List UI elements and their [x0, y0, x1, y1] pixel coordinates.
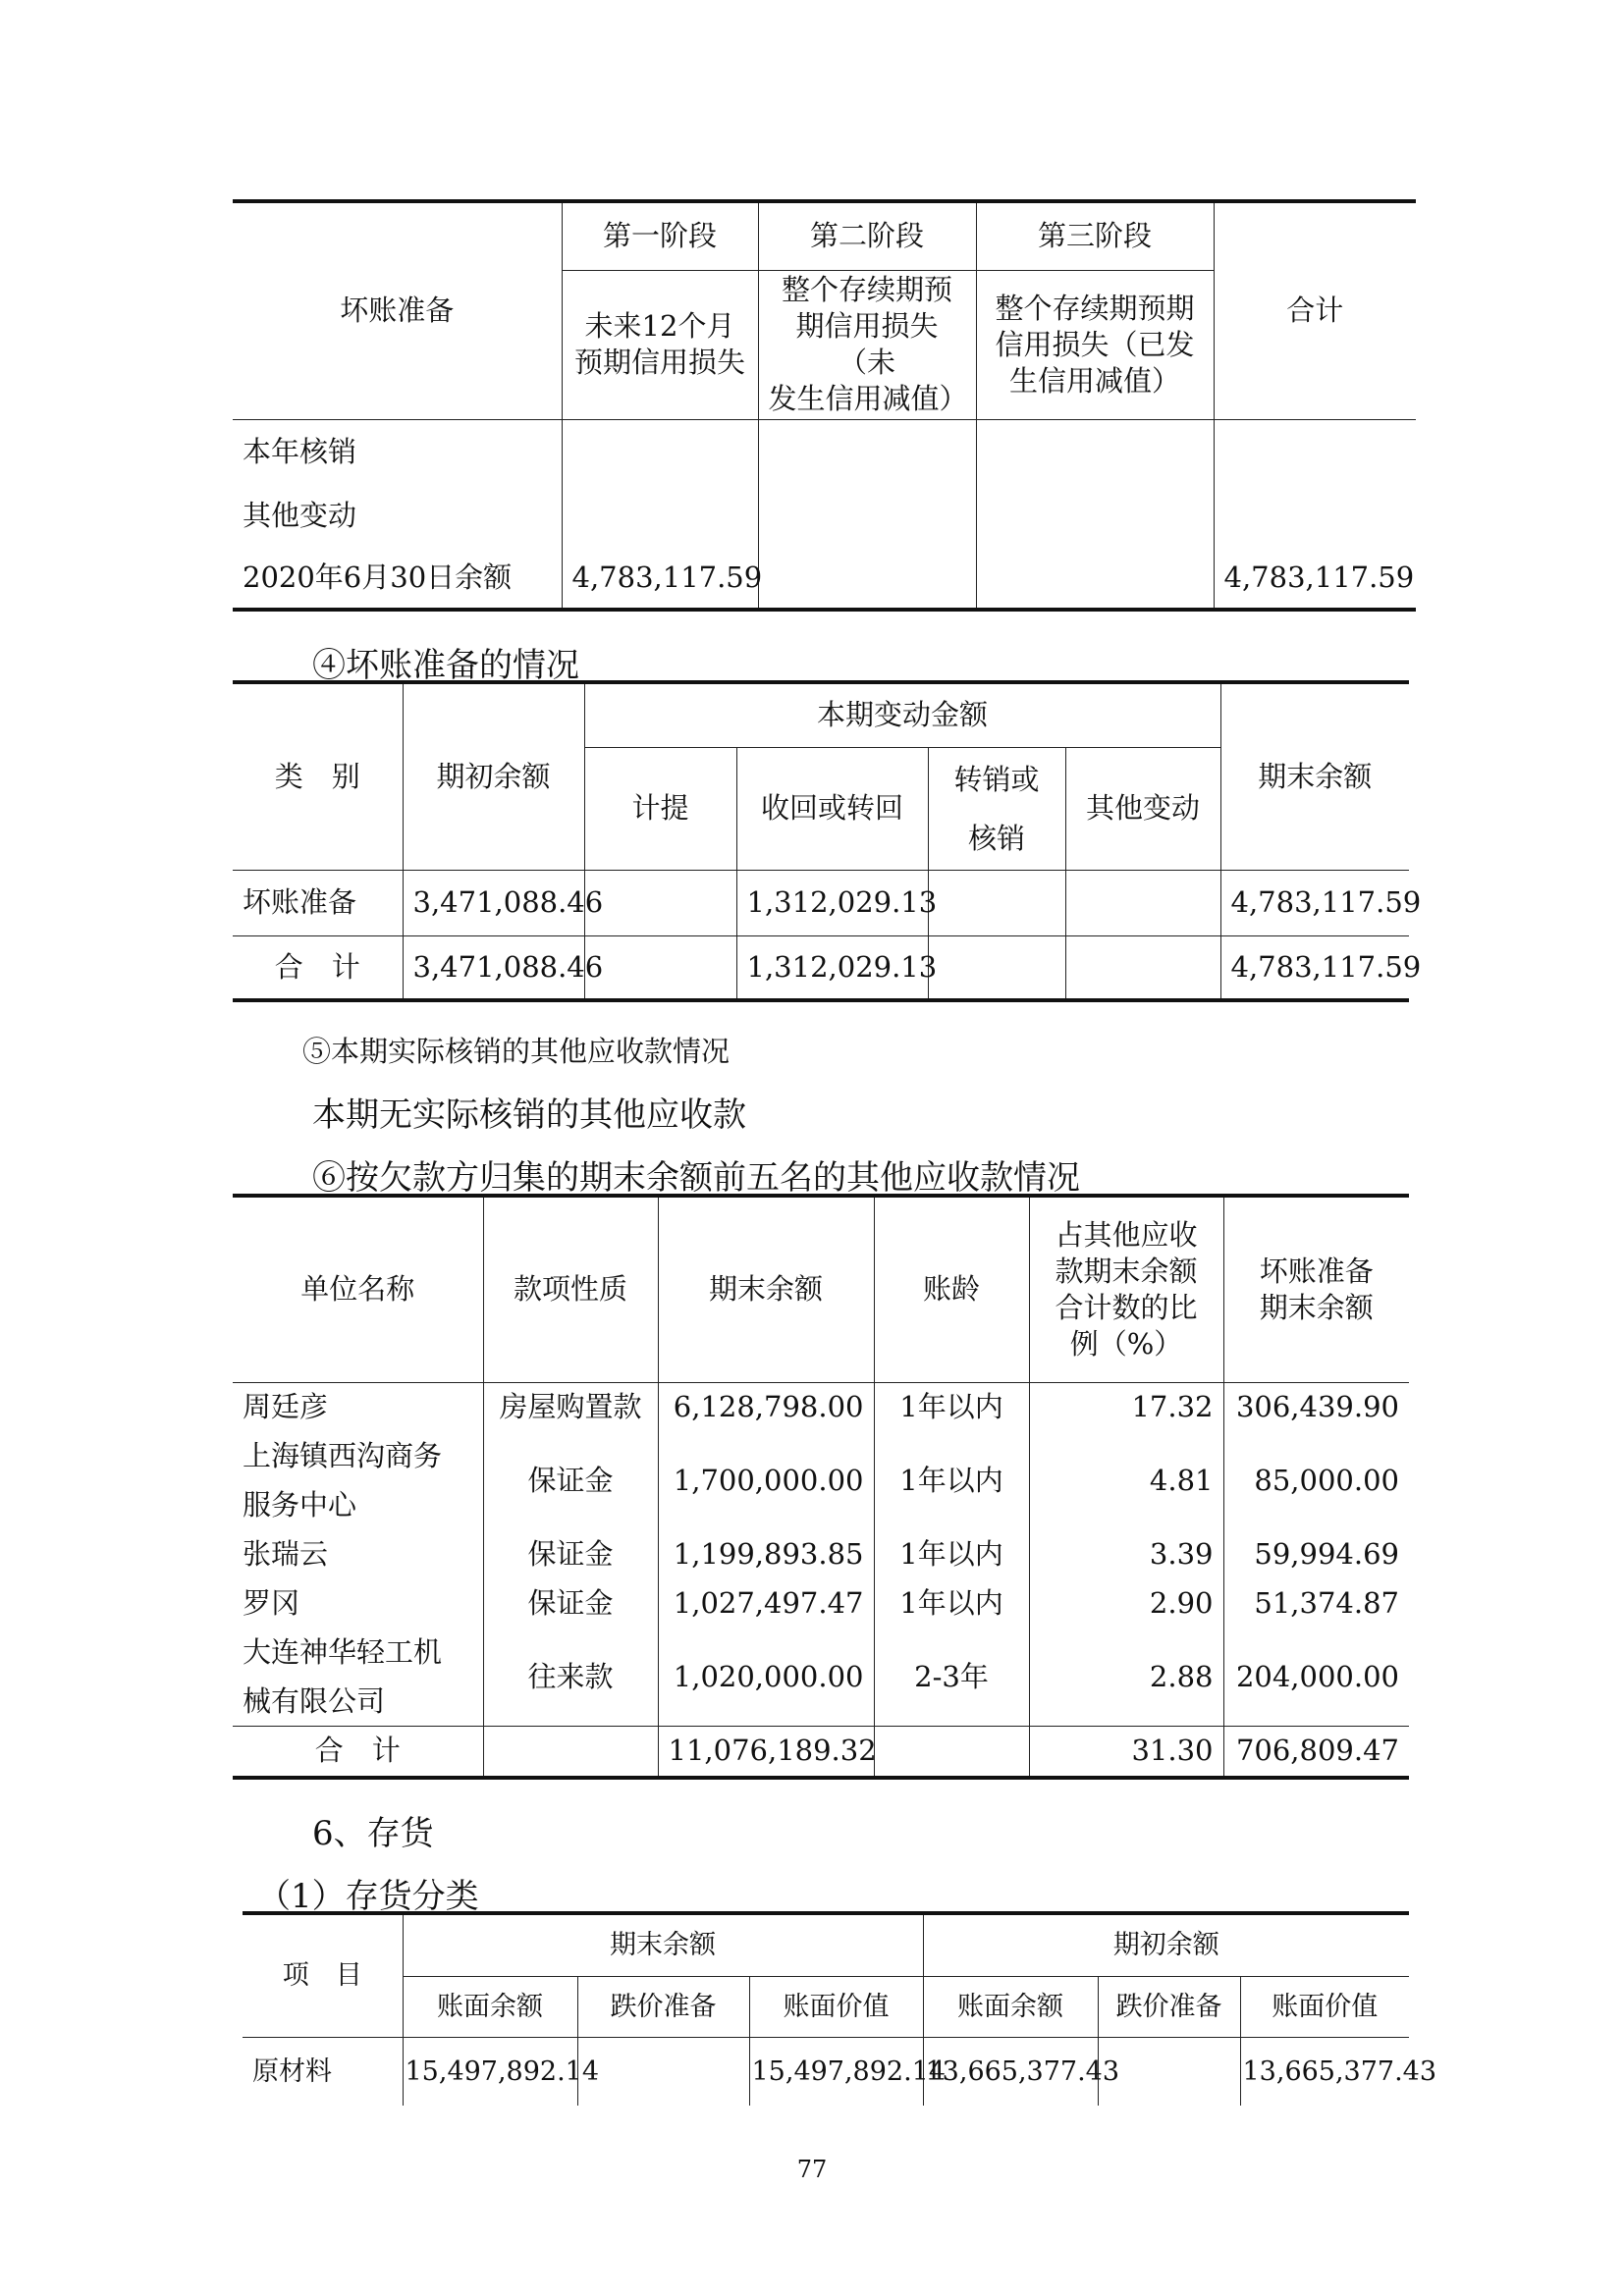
- row-ratio: 4.81: [1029, 1431, 1223, 1529]
- row-other: [1065, 870, 1220, 935]
- row-aging: 1年以内: [874, 1529, 1029, 1578]
- row-company-name: [233, 1628, 483, 1727]
- row-aging: 1年以内: [874, 1578, 1029, 1628]
- total-closing: 11,076,189.32: [658, 1727, 874, 1778]
- header-writeoff: [928, 747, 1065, 870]
- stage3-value: [976, 547, 1214, 610]
- row-provision: 306,439.90: [1223, 1382, 1409, 1431]
- row-accrual: [584, 935, 736, 1000]
- row-ratio: 2.88: [1029, 1628, 1223, 1727]
- row-closing: 4,783,117.59: [1220, 870, 1409, 935]
- total-value: 4,783,117.59: [1214, 547, 1416, 610]
- company-name-line: 上海镇西沟商务: [243, 1439, 443, 1472]
- total-value: [1214, 484, 1416, 547]
- table-row: [233, 935, 1409, 1000]
- row-nature: 保证金: [483, 1529, 658, 1578]
- header-book-balance: 账面余额: [923, 1976, 1098, 2037]
- header-bad-debt: 坏账准备: [340, 294, 455, 328]
- header-stage1-desc: [562, 270, 758, 419]
- total-ratio: 31.30: [1029, 1727, 1223, 1778]
- header-stage2-desc: [758, 270, 976, 419]
- row-closing-balance: 15,497,892.14: [403, 2037, 577, 2106]
- row-label: 其他变动: [243, 498, 357, 532]
- page-number: 77: [796, 2156, 828, 2183]
- header-accrual: 计提: [584, 747, 736, 870]
- inventory-section-title: 6、存货: [312, 1814, 434, 1853]
- header-book-value: 账面价值: [749, 1976, 923, 2037]
- writeoff-line: 转销或: [953, 762, 1040, 796]
- stage3-desc-line: 整个存续期预期: [995, 291, 1195, 325]
- row-opening: 3,471,088.46: [403, 870, 584, 935]
- row-ratio: 2.90: [1029, 1578, 1223, 1628]
- row-closing: 4,783,117.59: [1220, 935, 1409, 1000]
- table-total-row: [233, 1727, 1409, 1778]
- header-impairment: 跌价准备: [577, 1976, 749, 2037]
- row-writeoff: [928, 935, 1065, 1000]
- row-recovery: 1,312,029.13: [736, 870, 928, 935]
- row-company-name: [233, 1431, 483, 1529]
- header-company-name: 单位名称: [300, 1272, 415, 1307]
- row-ratio: 17.32: [1029, 1382, 1223, 1431]
- table-row: [233, 1382, 1409, 1431]
- inventory-table: [243, 1911, 1437, 2106]
- header-stage3-desc: [976, 270, 1214, 419]
- inventory-table-block: [243, 1911, 1437, 2106]
- row-label: 2020年6月30日余额: [243, 560, 513, 594]
- stage1-value: [562, 484, 758, 547]
- table-row: [233, 1578, 1409, 1628]
- row-nature: 房屋购置款: [483, 1382, 658, 1431]
- header-book-balance: 账面余额: [403, 1976, 577, 2037]
- header-other: 其他变动: [1065, 747, 1220, 870]
- stage3-value: [976, 484, 1214, 547]
- header-ratio: [1029, 1196, 1223, 1382]
- header-stage1: 第一阶段: [562, 201, 758, 270]
- table-row: [233, 419, 1416, 484]
- row-provision: 204,000.00: [1223, 1628, 1409, 1727]
- row-label: 本年核销: [243, 434, 357, 468]
- table-row: [243, 2037, 1409, 2106]
- row-closing: 1,027,497.47: [658, 1578, 874, 1628]
- ratio-header-line: 例（%）: [1069, 1326, 1183, 1361]
- stage1-value: 4,783,117.59: [562, 547, 758, 610]
- ratio-header-line: 款期末余额: [1055, 1254, 1198, 1288]
- top5-receivables-table-block: [233, 1194, 1409, 1780]
- table-row: [233, 1628, 1409, 1727]
- header-impairment: 跌价准备: [1098, 1976, 1240, 2037]
- stage2-value: [758, 419, 976, 484]
- row-opening-balance: 13,665,377.43: [923, 2037, 1098, 2106]
- stage3-desc-line: 生信用减值）: [1008, 363, 1180, 398]
- table-row: [233, 1529, 1409, 1578]
- header-closing-group: 期末余额: [403, 1913, 923, 1976]
- row-category: 坏账准备: [243, 885, 357, 919]
- row-closing: 1,020,000.00: [658, 1628, 874, 1727]
- header-aging: 账龄: [874, 1196, 1029, 1382]
- row-item: 原材料: [252, 2056, 332, 2087]
- section4-title: ④坏账准备的情况: [312, 646, 579, 685]
- section5-text: 本期无实际核销的其他应收款: [312, 1095, 746, 1135]
- table-row: [233, 870, 1409, 935]
- row-closing-value: 15,497,892.14: [749, 2037, 923, 2106]
- total-value: [1214, 419, 1416, 484]
- inventory-subsection-title: （1）存货分类: [257, 1877, 479, 1916]
- row-writeoff: [928, 870, 1065, 935]
- header-total: 合计: [1214, 201, 1416, 419]
- row-closing: 6,128,798.00: [658, 1382, 874, 1431]
- row-closing: 1,700,000.00: [658, 1431, 874, 1529]
- stage2-desc-line: 整个存续期预: [781, 273, 952, 306]
- stage3-value: [976, 419, 1214, 484]
- header-item: 项 目: [282, 1960, 362, 1992]
- table-row: [233, 547, 1416, 610]
- total-provision: 706,809.47: [1223, 1727, 1409, 1778]
- row-aging: 2-3年: [874, 1628, 1029, 1727]
- stage1-desc-line: 预期信用损失: [573, 346, 745, 379]
- section6-title: ⑥按欠款方归集的期末余额前五名的其他应收款情况: [312, 1158, 1080, 1198]
- row-nature: 往来款: [483, 1628, 658, 1727]
- company-name-line: 大连神华轻工机: [243, 1635, 443, 1669]
- header-opening: 期初余额: [403, 682, 584, 870]
- table-row: [233, 484, 1416, 547]
- provision-header-line: 坏账准备: [1259, 1254, 1374, 1288]
- row-opening: 3,471,088.46: [403, 935, 584, 1000]
- header-closing: 期末余额: [1220, 682, 1409, 870]
- header-opening-group: 期初余额: [923, 1913, 1409, 1976]
- row-aging: 1年以内: [874, 1382, 1029, 1431]
- stage2-value: [758, 484, 976, 547]
- row-provision: 85,000.00: [1223, 1431, 1409, 1529]
- header-closing: 期末余额: [658, 1196, 874, 1382]
- header-provision: [1223, 1196, 1409, 1382]
- total-aging: [874, 1727, 1029, 1778]
- row-closing: 1,199,893.85: [658, 1529, 874, 1578]
- header-category: 类 别: [274, 759, 360, 793]
- header-book-value: 账面价值: [1240, 1976, 1409, 2037]
- row-other: [1065, 935, 1220, 1000]
- section5-title: ⑤本期实际核销的其他应收款情况: [302, 1035, 731, 1068]
- company-name-line: 服务中心: [243, 1488, 357, 1522]
- provision-change-table: [233, 680, 1422, 1002]
- row-provision: 51,374.87: [1223, 1578, 1409, 1628]
- provision-change-table-block: [233, 680, 1422, 1002]
- stage1-desc-line: 未来12个月: [584, 309, 735, 343]
- provision-header-line: 期末余额: [1259, 1290, 1374, 1324]
- ratio-header-line: 占其他应收: [1055, 1217, 1198, 1252]
- header-nature: 款项性质: [483, 1196, 658, 1382]
- header-stage3: 第三阶段: [976, 201, 1214, 270]
- top5-receivables-table: [233, 1194, 1409, 1780]
- header-recovery: 收回或转回: [736, 747, 928, 870]
- row-company-name: 张瑞云: [243, 1536, 329, 1571]
- stage1-value: [562, 419, 758, 484]
- bad-debt-stage-table-block: [233, 199, 1416, 612]
- company-name-line: 械有限公司: [243, 1684, 386, 1718]
- writeoff-line: 核销: [967, 821, 1025, 855]
- stage2-value: [758, 547, 976, 610]
- stage2-desc-line: 期信用损失（未: [795, 309, 939, 379]
- row-nature: 保证金: [483, 1578, 658, 1628]
- ratio-header-line: 合计数的比: [1055, 1290, 1198, 1324]
- row-company-name: 罗冈: [243, 1585, 300, 1620]
- total-label: 合 计: [314, 1734, 401, 1768]
- row-company-name: 周廷彦: [243, 1389, 329, 1423]
- header-stage2: 第二阶段: [758, 201, 976, 270]
- row-nature: 保证金: [483, 1431, 658, 1529]
- stage3-desc-line: 信用损失（已发: [995, 327, 1195, 361]
- row-category: 合 计: [274, 949, 360, 984]
- header-change-group: 本期变动金额: [584, 682, 1220, 747]
- row-provision: 59,994.69: [1223, 1529, 1409, 1578]
- table-row: [233, 1431, 1409, 1529]
- row-accrual: [584, 870, 736, 935]
- row-closing-impairment: [577, 2037, 749, 2106]
- stage2-desc-line: 发生信用减值）: [768, 382, 968, 415]
- row-recovery: 1,312,029.13: [736, 935, 928, 1000]
- row-opening-value: 13,665,377.43: [1240, 2037, 1409, 2106]
- row-aging: 1年以内: [874, 1431, 1029, 1529]
- row-ratio: 3.39: [1029, 1529, 1223, 1578]
- bad-debt-stage-table: [233, 199, 1416, 612]
- total-nature: [483, 1727, 658, 1778]
